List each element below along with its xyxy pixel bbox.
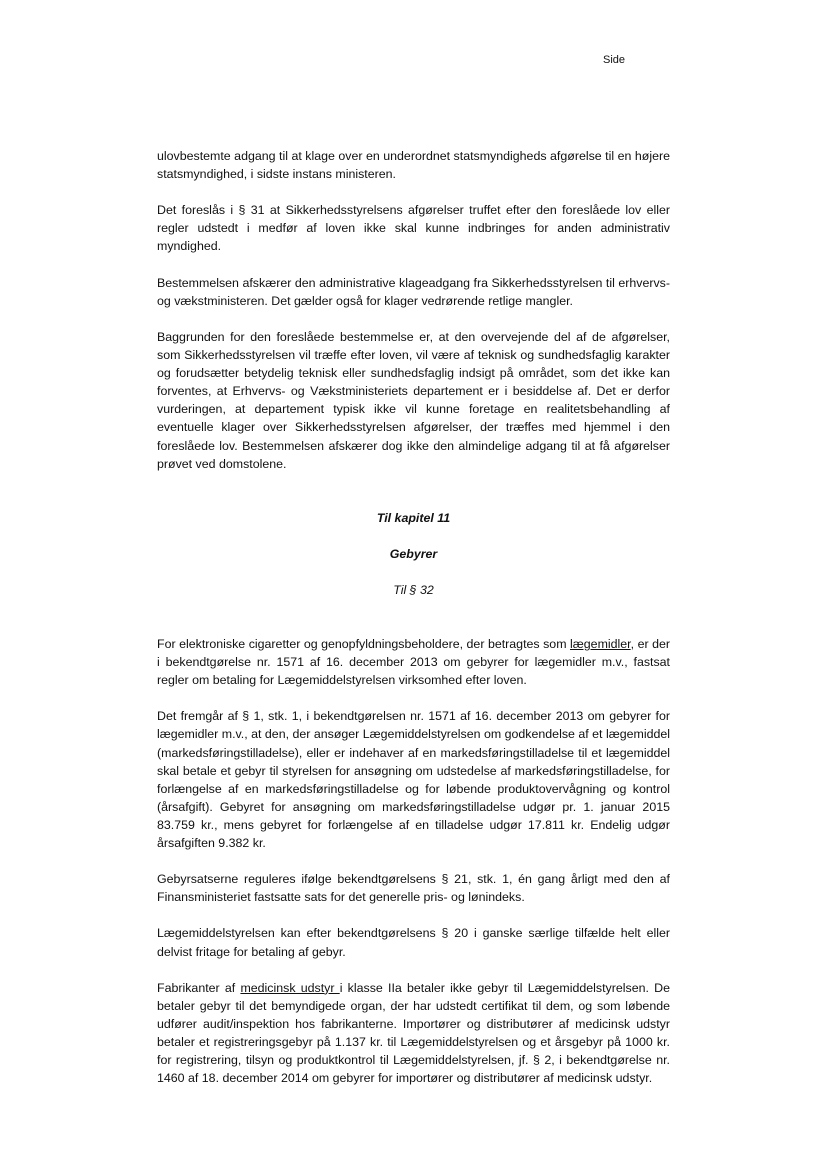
- paragraph-section-31-proposal: Det foreslås i § 31 at Sikkerhedsstyrelsens afgørelser truffet efter den foreslåede lov eller regler udstedt i medfør af loven ikke skal kunne indbringes for anden administrativ myndighed.: [157, 203, 670, 254]
- paragraph-fee-amounts: Det fremgår af § 1, stk. 1, i bekendtgørelsen nr. 1571 af 16. december 2013 om gebyrer for lægemidler m.v., at den, der ansøger Lægemiddelstyrelsen om godkendelse af et lægemiddel (markedsføringstilladelse), eller er indehaver af en markedsføringstilladelse til et lægemiddel skal betale et gebyr til styrelsen for ansøgning om udstedelse af markedsføringstilladelse, for forlængelse af en markedsføringstilladelse og for løbende produktovervågning og kontrol (årsafgift). Gebyret for ansøgning om markedsføringstilladelse udgør pr. 1. januar 2015 83.759 kr., mens gebyret for forlængelse af en tilladelse udgør 17.811 kr. Endelig udgør årsafgiften 9.382 kr.: [157, 709, 670, 850]
- document-body: [157, 147, 670, 1105]
- text-segment: , er der i bekendtgørelse nr. 1571 af 16. december 2013 om gebyrer for lægemidler m.v., fastsat regler om betaling for Lægemiddelstyrelsen virksomhed efter loven.: [157, 636, 670, 688]
- paragraph-appeal-cutoff: Bestemmelsen afskærer den administrative klageadgang fra Sikkerhedsstyrelsen til erhvervs- og vækstministeren. Det gælder også for klager vedrørende retlige mangler.: [157, 275, 670, 308]
- section-heading: Til § 32: [393, 582, 434, 597]
- chapter-heading-block: [157, 509, 670, 599]
- text-segment: Fabrikanter af: [157, 980, 241, 995]
- paragraph-medical-devices: [157, 979, 670, 1088]
- text-segment: For elektroniske cigaretter og genopfyldningsbeholdere, der betragtes som: [157, 636, 571, 651]
- link-laegemidler[interactable]: lægemidler: [570, 636, 631, 651]
- paragraph-rationale: Baggrunden for den foreslåede bestemmelse er, at den overvejende del af de afgørelser, som Sikkerhedsstyrelsen vil træffe efter loven, vil være af teknisk og sundhedsfaglig karakter og forudsætter betydelig teknisk eller sundhedsfaglig indsigt på området, som det ikke kan forventes, at Erhvervs- og Vækstministeriets departement er i besiddelse af. Det er derfor vurderingen, at departement typisk ikke vil kunne foretage en realitetsbehandling af eventuelle klager over Sikkerhedsstyrelsen afgørelser, der træffes med hjemmel i den foreslåede lov. Bestemmelsen afskærer dog ikke den almindelige adgang til at få afgørelser prøvet ved domstolene.: [157, 329, 670, 471]
- chapter-heading: Til kapitel 11: [376, 510, 451, 525]
- paragraph-fee-regulation: Gebyrsatserne reguleres ifølge bekendtgørelsens § 21, stk. 1, én gang årligt med den af Finansministeriet fastsatte sats for det generelle pris- og lønindeks.: [157, 872, 670, 905]
- paragraph-e-cigarette-fees: [157, 635, 670, 689]
- text-segment: i klasse IIa betaler ikke gebyr til Lægemiddelstyrelsen. De betaler gebyr til det bemyndigede organ, der har udstedt certifikat til dem, og som løbende udfører audit/inspektion hos fabrikanterne. Importører og distributører af medicinsk udstyr betaler et registreringsgebyr på 1.137 kr. til Lægemiddelstyrelsen og et årsgebyr på 1000 kr. for registrering, tilsyn og produktkontrol til Lægemiddelstyrelsen, jf. § 2, i bekendtgørelse nr. 1460 af 18. december 2014 om gebyrer for importører og distributører af medicinsk udstyr.: [157, 980, 670, 1086]
- paragraph-fee-exemption: Lægemiddelstyrelsen kan efter bekendtgørelsens § 20 i ganske særlige tilfælde helt eller delvist fritage for betaling af gebyr.: [157, 926, 670, 959]
- paragraph-intro-continuation: ulovbestemte adgang til at klage over en underordnet statsmyndigheds afgørelse til en højere statsmyndighed, i sidste instans ministeren.: [157, 149, 670, 182]
- link-medicinsk-udstyr[interactable]: medicinsk udstyr: [240, 980, 340, 995]
- chapter-title: Gebyrer: [389, 546, 438, 561]
- page-label: Side: [603, 54, 626, 66]
